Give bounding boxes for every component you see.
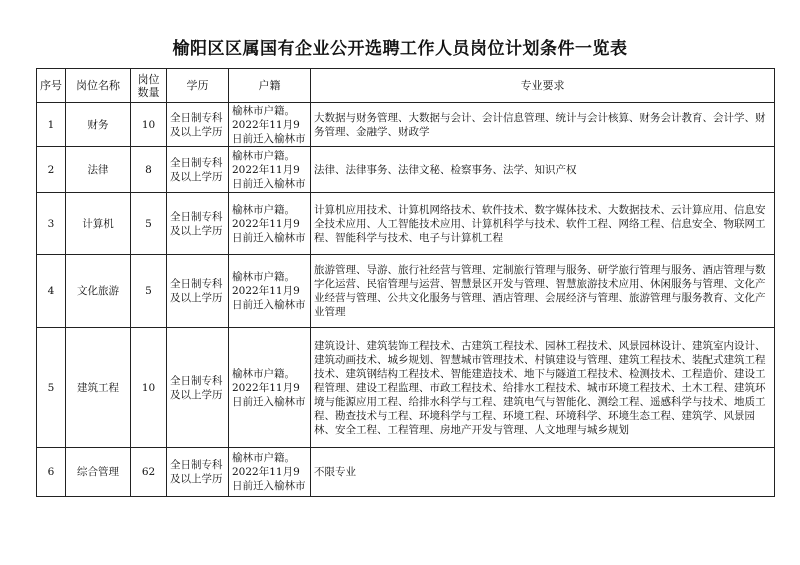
cell-major: 法律、法律事务、法律文秘、检察事务、法学、知识产权 [311, 147, 775, 193]
cell-num: 5 [37, 328, 66, 448]
cell-edu: 全日制专科及以上学历 [167, 255, 229, 328]
table-row [37, 255, 775, 328]
cell-num: 1 [37, 103, 66, 147]
cell-edu: 全日制专科及以上学历 [167, 328, 229, 448]
cell-name: 计算机 [66, 193, 131, 255]
cell-name: 法律 [66, 147, 131, 193]
cell-name: 文化旅游 [66, 255, 131, 328]
header-count-line2: 数量 [137, 85, 160, 99]
cell-major: 计算机应用技术、计算机网络技术、软件技术、数字媒体技术、大数据技术、云计算应用、信息安全技术应用、人工智能技术应用、计算机科学与技术、软件工程、网络工程、信息安全、物联网工程、智能科学与技术、电子与计算机工程 [311, 193, 775, 255]
header-name: 岗位名称 [66, 69, 131, 103]
header-count-line1: 岗位 [137, 72, 160, 86]
cell-count: 10 [131, 103, 167, 147]
cell-major: 旅游管理、导游、旅行社经营与管理、定制旅行管理与服务、研学旅行管理与服务、酒店管理与数字化运营、民宿管理与运营、智慧景区开发与管理、智慧旅游技术应用、休闲服务与管理、文化产业经营与管理、公共文化服务与管理、酒店管理、会展经济与管理、旅游管理与服务教育、文化产业管理 [311, 255, 775, 328]
cell-name: 综合管理 [66, 448, 131, 497]
cell-hukou: 榆林市户籍。2022年11月9日前迁入榆林市 [229, 255, 311, 328]
header-num: 序号 [37, 69, 66, 103]
cell-count: 8 [131, 147, 167, 193]
table-row [37, 103, 775, 147]
page-title: 榆阳区区属国有企业公开选聘工作人员岗位计划条件一览表 [172, 39, 628, 59]
cell-count: 5 [131, 193, 167, 255]
table-row [37, 448, 775, 497]
cell-major: 不限专业 [311, 448, 775, 497]
cell-num: 2 [37, 147, 66, 193]
cell-count: 62 [131, 448, 167, 497]
cell-major: 建筑设计、建筑装饰工程技术、古建筑工程技术、园林工程技术、风景园林设计、建筑室内设计、建筑动画技术、城乡规划、智慧城市管理技术、村镇建设与管理、建筑工程技术、装配式建筑工程技术、建筑钢结构工程技术、智能建造技术、地下与隧道工程技术、检测技术、工程造价、建设工程管理、建设工程监理、市政工程技术、给排水工程技术、城市环境工程技术、土木工程、建筑环境与能源应用工程、给排水科学与工程、建筑电气与智能化、测绘工程、遥感科学与技术、地质工程、勘查技术与工程、环境科学与工程、环境工程、环境科学、环境生态工程、建筑学、风景园林、安全工程、工程管理、房地产开发与管理、人文地理与城乡规划 [311, 328, 775, 448]
header-edu: 学历 [167, 69, 229, 103]
cell-hukou: 榆林市户籍。2022年11月9日前迁入榆林市 [229, 448, 311, 497]
cell-count: 10 [131, 328, 167, 448]
cell-num: 4 [37, 255, 66, 328]
position-plan-table [36, 68, 775, 497]
cell-edu: 全日制专科及以上学历 [167, 147, 229, 193]
cell-name: 财务 [66, 103, 131, 147]
header-hukou: 户籍 [229, 69, 311, 103]
cell-hukou: 榆林市户籍。2022年11月9日前迁入榆林市 [229, 193, 311, 255]
table-row [37, 193, 775, 255]
cell-name: 建筑工程 [66, 328, 131, 448]
cell-count: 5 [131, 255, 167, 328]
cell-edu: 全日制专科及以上学历 [167, 103, 229, 147]
cell-hukou: 榆林市户籍。2022年11月9日前迁入榆林市 [229, 103, 311, 147]
cell-hukou: 榆林市户籍。2022年11月9日前迁入榆林市 [229, 328, 311, 448]
table-row [37, 147, 775, 193]
table-row [37, 328, 775, 448]
cell-num: 3 [37, 193, 66, 255]
table-header-row [37, 69, 775, 103]
header-major: 专业要求 [311, 69, 775, 103]
cell-edu: 全日制专科及以上学历 [167, 448, 229, 497]
cell-num: 6 [37, 448, 66, 497]
header-count [131, 69, 167, 103]
cell-edu: 全日制专科及以上学历 [167, 193, 229, 255]
cell-hukou: 榆林市户籍。2022年11月9日前迁入榆林市 [229, 147, 311, 193]
cell-major: 大数据与财务管理、大数据与会计、会计信息管理、统计与会计核算、财务会计教育、会计学、财务管理、金融学、财政学 [311, 103, 775, 147]
